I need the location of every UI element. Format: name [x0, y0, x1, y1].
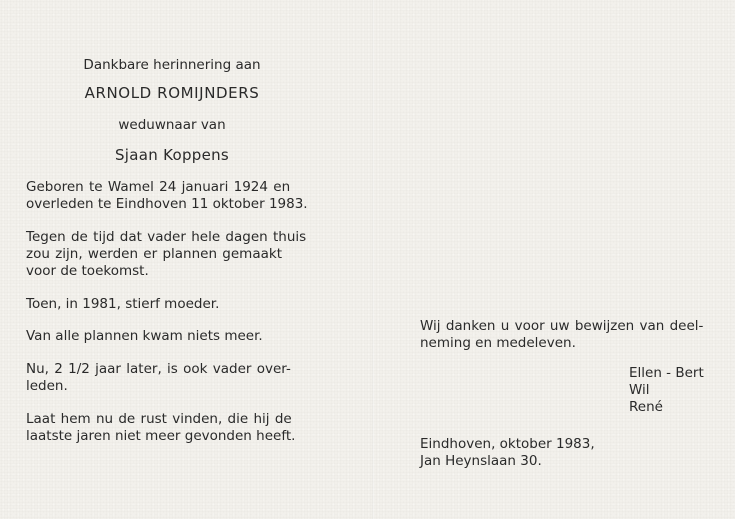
- later-paragraph: [26, 361, 318, 395]
- plans-line-1: Tegen de tijd dat vader hele dagen thuis: [26, 229, 307, 245]
- thanks-paragraph: [420, 318, 714, 352]
- signatory: Wil: [629, 382, 650, 398]
- place-date-line: Eindhoven, oktober 1983,: [420, 436, 595, 452]
- address-line: Jan Heynslaan 30.: [420, 453, 542, 469]
- rest-line-1: Laat hem nu de rust vinden, die hij de: [26, 411, 292, 427]
- intro-line: Dankbare herinnering aan: [83, 57, 261, 73]
- plans-line-3: voor de toekomst.: [26, 263, 149, 279]
- rest-paragraph: [26, 411, 318, 445]
- nothing-paragraph: Van alle plannen kwam niets meer.: [26, 328, 263, 344]
- plans-paragraph: [26, 229, 318, 280]
- thanks-line-1: Wij danken u voor uw bewijzen van deel-: [420, 318, 704, 334]
- thanks-line-2: neming en medeleven.: [420, 335, 576, 351]
- rest-line-2: laatste jaren niet meer gevonden heeft.: [26, 428, 296, 444]
- card-fold: [372, 0, 374, 519]
- spouse-name: Sjaan Koppens: [114, 146, 230, 164]
- place-and-address: [420, 436, 714, 470]
- right-page: [420, 318, 714, 470]
- signatories: [629, 365, 714, 416]
- later-line-1: Nu, 2 1/2 jaar later, is ook vader over-: [26, 361, 291, 377]
- birth-line: Geboren te Wamel 24 januari 1924 en: [26, 179, 291, 195]
- left-page: [26, 57, 318, 445]
- plans-line-2: zou zijn, werden er plannen gemaakt: [26, 246, 282, 262]
- death-line: overleden te Eindhoven 11 oktober 1983.: [26, 196, 308, 212]
- signatory: René: [629, 399, 663, 415]
- relation-line: weduwnaar van: [118, 117, 226, 133]
- mother-paragraph: Toen, in 1981, stierf moeder.: [26, 296, 220, 312]
- later-line-2: leden.: [26, 378, 68, 394]
- birth-death-paragraph: [26, 179, 318, 213]
- signatory: Ellen - Bert: [629, 365, 704, 381]
- deceased-name: ARNOLD ROMIJNDERS: [84, 84, 260, 102]
